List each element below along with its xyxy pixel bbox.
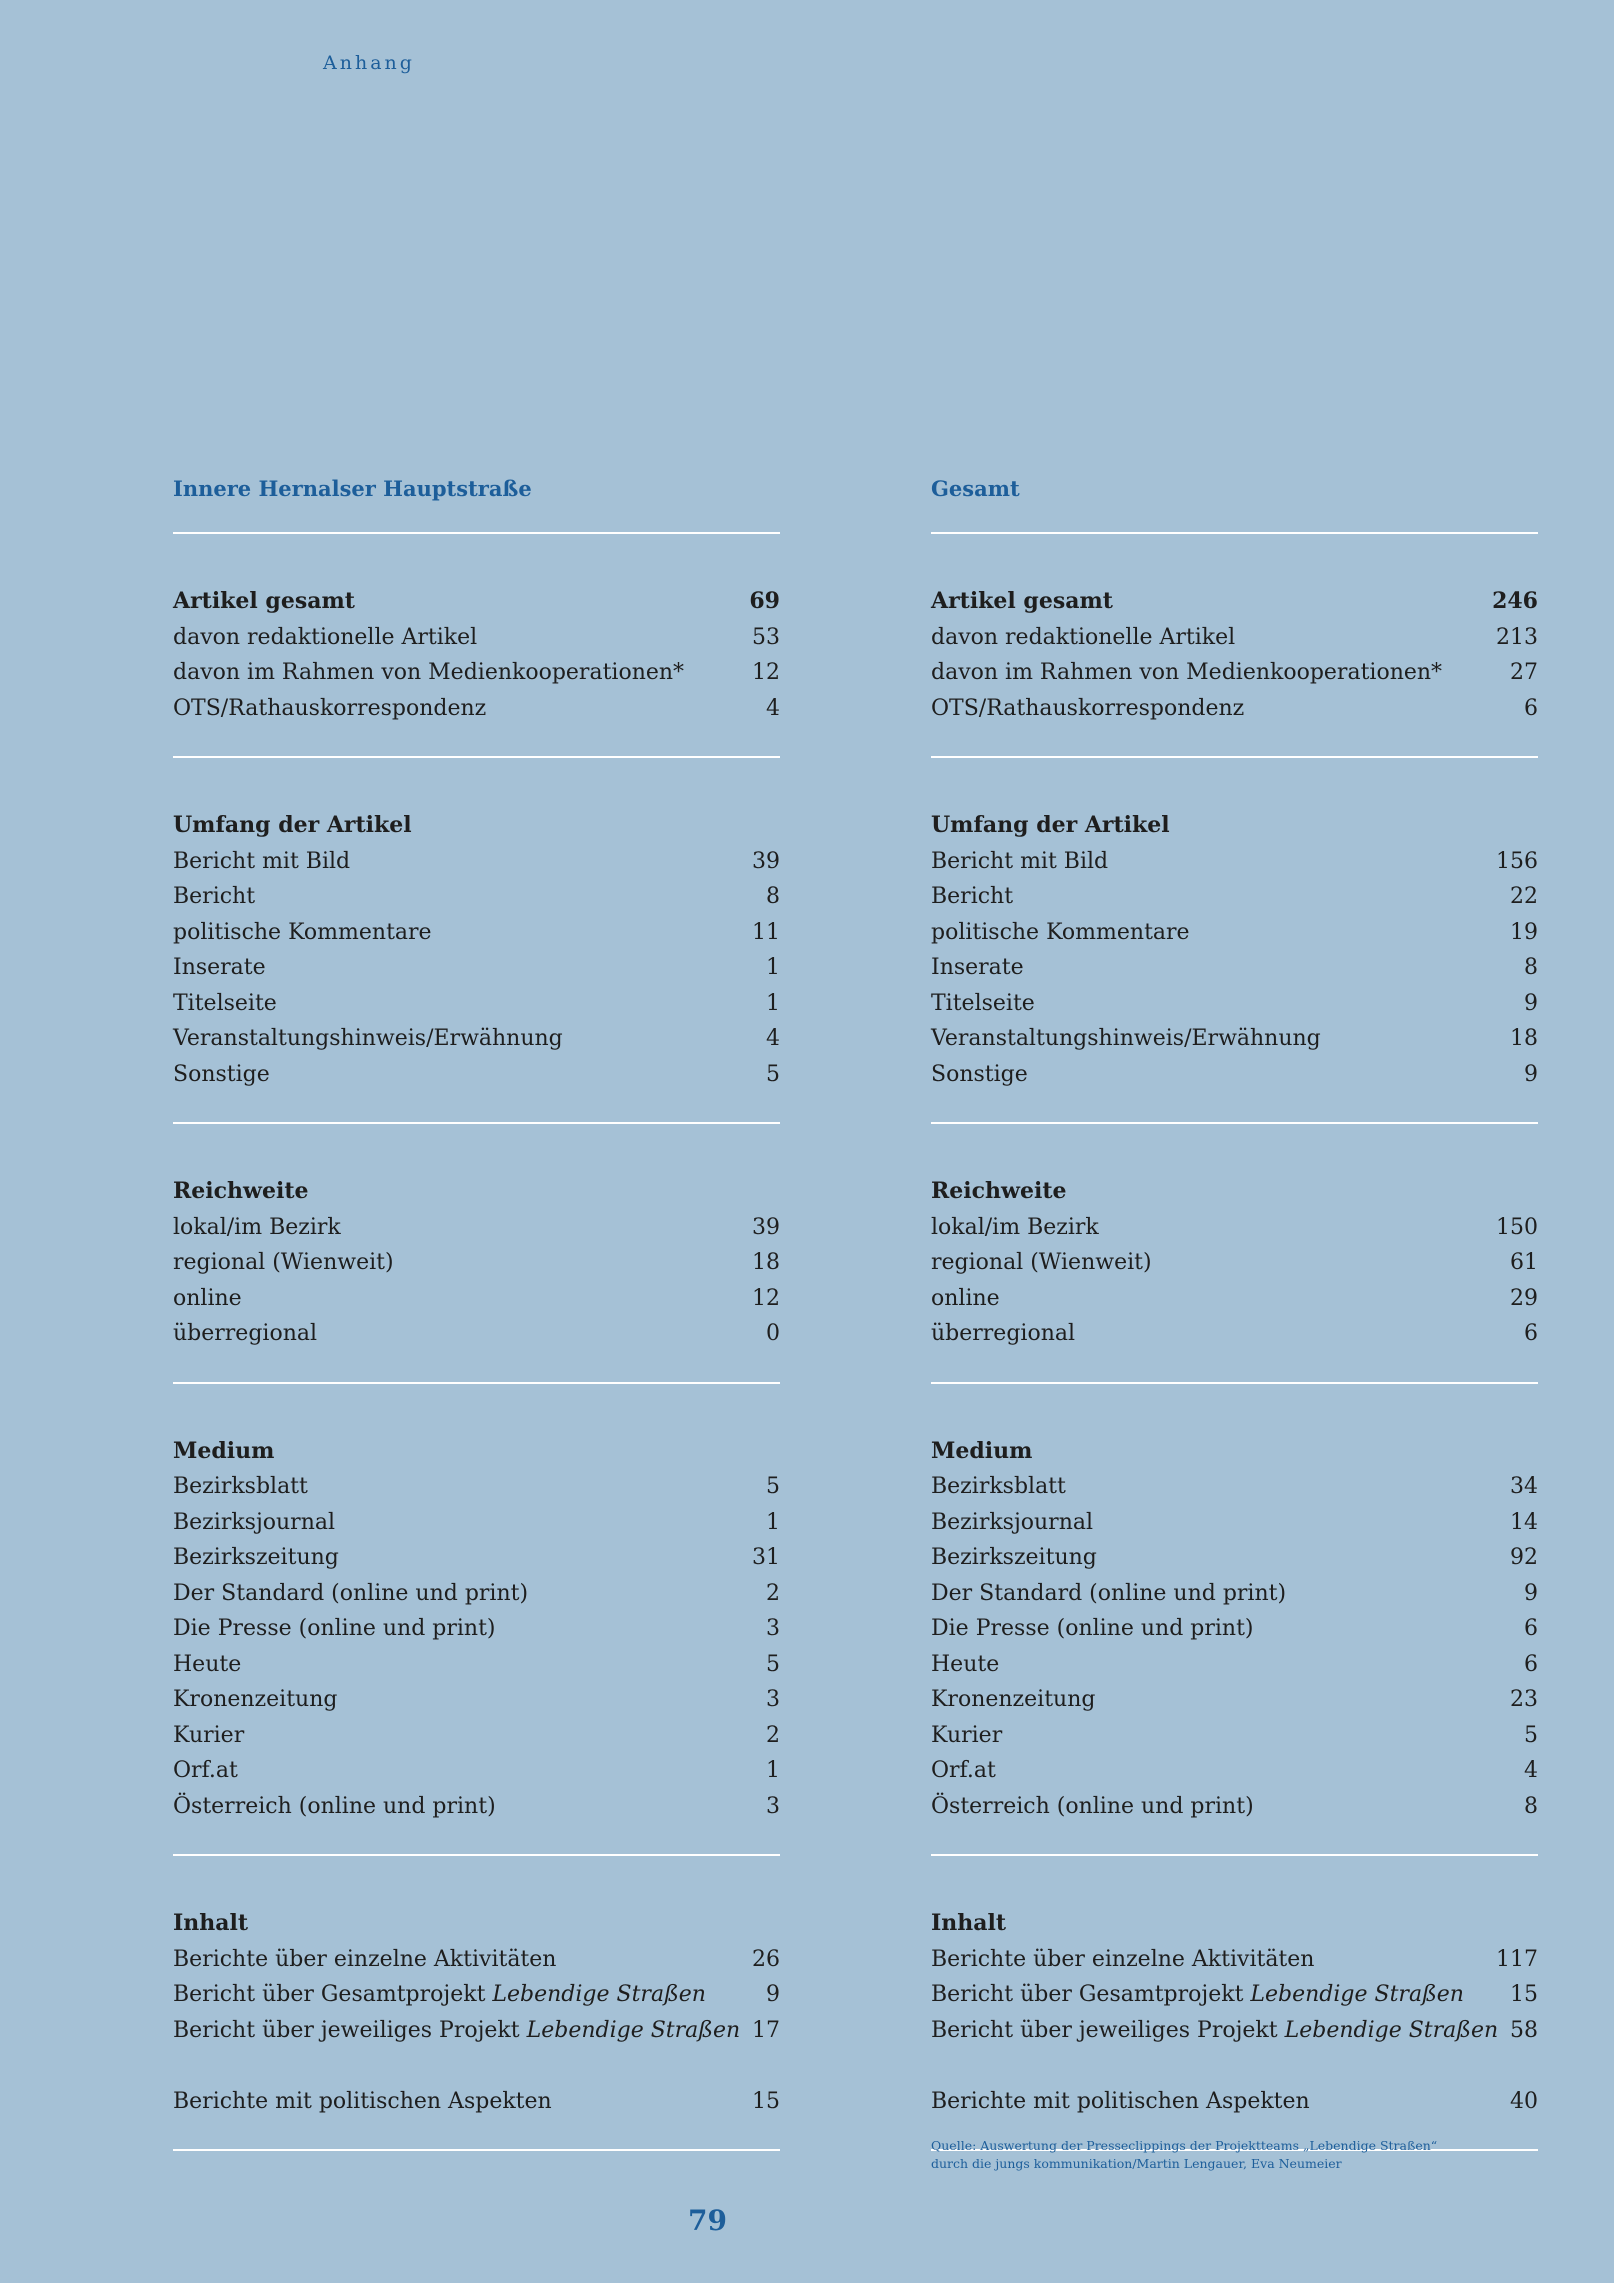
row-label: Der Standard (online und print) xyxy=(173,1580,529,1606)
row-value: 61 xyxy=(1510,1250,1538,1275)
table-row xyxy=(931,1210,1538,1246)
section-umfang xyxy=(173,758,780,1122)
table-row xyxy=(173,1281,780,1317)
row-value: 9 xyxy=(1524,1580,1538,1606)
row-label-text: Bericht über Gesamtprojekt xyxy=(931,1982,1251,2007)
table-row xyxy=(931,691,1538,727)
row-label: Heute xyxy=(173,1651,242,1677)
row-value: 9 xyxy=(1524,1061,1538,1087)
section-umfang xyxy=(931,758,1538,1122)
row-label: Orf.at xyxy=(173,1758,238,1783)
row-value: 5 xyxy=(766,1474,780,1499)
row-label: Bezirksblatt xyxy=(173,1474,308,1499)
section-artikel-gesamt xyxy=(931,534,1538,756)
row-label-text: Bericht über jeweiliges Projekt xyxy=(931,2017,1285,2043)
table-row xyxy=(931,879,1538,915)
section-heading xyxy=(931,808,1538,844)
row-value: 1 xyxy=(766,1758,780,1783)
table-row xyxy=(931,655,1538,691)
table-row xyxy=(173,1505,780,1541)
row-value: 14 xyxy=(1510,1509,1538,1535)
row-value: 8 xyxy=(1524,955,1538,980)
row-value: 8 xyxy=(766,884,780,909)
row-value: 246 xyxy=(1492,588,1538,614)
row-label: davon redaktionelle Artikel xyxy=(931,624,1236,650)
table-row xyxy=(173,1210,780,1246)
table-row xyxy=(931,2084,1538,2120)
row-label: Der Standard (online und print) xyxy=(931,1580,1287,1606)
section-reichweite xyxy=(173,1124,780,1382)
row-label xyxy=(173,1977,706,2013)
row-label: überregional xyxy=(173,1321,318,1346)
table-row xyxy=(173,1611,780,1647)
row-value: 9 xyxy=(766,1982,780,2007)
section-heading xyxy=(173,1174,780,1210)
column-innere-hernalser-hauptstrasse xyxy=(173,474,780,2151)
row-label-italic: Lebendige Straßen xyxy=(526,2017,741,2043)
row-label: Medium xyxy=(173,1437,275,1464)
row-label: regional (Wienweit) xyxy=(931,1250,1152,1275)
table-row xyxy=(173,1753,780,1789)
row-value: 1 xyxy=(766,955,780,980)
row-value: 5 xyxy=(766,1061,780,1087)
divider xyxy=(173,2149,780,2151)
table-row xyxy=(173,986,780,1022)
row-label: davon im Rahmen von Medienkooperationen* xyxy=(931,660,1443,685)
row-label: Titelseite xyxy=(173,990,277,1016)
row-label: Sonstige xyxy=(173,1061,270,1087)
row-label: Inhalt xyxy=(173,1910,249,1936)
row-value: 6 xyxy=(1524,1321,1538,1346)
row-value: 2 xyxy=(766,1580,780,1606)
table-row xyxy=(931,915,1538,951)
section-heading xyxy=(931,1174,1538,1210)
row-label: Inhalt xyxy=(931,1910,1007,1936)
table-row xyxy=(931,1281,1538,1317)
table-row xyxy=(173,879,780,915)
row-label: Bezirksjournal xyxy=(173,1509,336,1535)
row-value: 6 xyxy=(1524,1616,1538,1641)
section-inhalt xyxy=(173,1856,780,2149)
row-value: 3 xyxy=(766,1616,780,1641)
row-label: Veranstaltungshinweis/Erwähnung xyxy=(173,1026,563,1051)
table-row xyxy=(931,986,1538,1022)
row-label: Kronenzeitung xyxy=(173,1687,338,1712)
row-label: überregional xyxy=(931,1321,1076,1346)
row-value: 12 xyxy=(752,660,780,685)
row-label: Kurier xyxy=(173,1722,245,1748)
table-row xyxy=(173,584,780,620)
row-value: 5 xyxy=(766,1651,780,1677)
column-gesamt xyxy=(931,474,1538,2151)
row-label: Artikel gesamt xyxy=(931,588,1113,614)
row-label: Berichte mit politischen Aspekten xyxy=(931,2088,1310,2114)
row-value: 15 xyxy=(1510,1982,1538,2007)
page-number: 79 xyxy=(688,2204,727,2237)
row-label: Sonstige xyxy=(931,1061,1028,1087)
row-label: Bezirkszeitung xyxy=(173,1545,339,1570)
row-value: 39 xyxy=(752,848,780,874)
row-value: 58 xyxy=(1510,2017,1538,2043)
row-label: Inserate xyxy=(931,955,1024,980)
spacer xyxy=(931,2048,1538,2084)
table-row xyxy=(173,1718,780,1754)
row-label: Bericht mit Bild xyxy=(173,848,351,874)
table-row xyxy=(931,1316,1538,1352)
table-row xyxy=(931,2013,1538,2049)
row-label: politische Kommentare xyxy=(173,919,432,945)
row-value: 9 xyxy=(1524,990,1538,1016)
source-note xyxy=(931,2137,1437,2173)
row-label: Bericht xyxy=(931,884,1014,909)
row-value: 34 xyxy=(1510,1474,1538,1499)
row-value: 1 xyxy=(766,1509,780,1535)
row-value: 53 xyxy=(752,624,780,650)
table-row xyxy=(173,1682,780,1718)
row-value: 22 xyxy=(1510,884,1538,909)
row-label: Bericht mit Bild xyxy=(931,848,1109,874)
row-value: 5 xyxy=(1524,1722,1538,1748)
row-label: Umfang der Artikel xyxy=(931,812,1170,838)
table-row xyxy=(173,1316,780,1352)
row-value: 3 xyxy=(766,1687,780,1712)
table-row xyxy=(931,620,1538,656)
table-row xyxy=(931,1977,1538,2013)
table-row xyxy=(931,950,1538,986)
row-value: 6 xyxy=(1524,1651,1538,1677)
row-label-text: Bericht über jeweiliges Projekt xyxy=(173,2017,527,2043)
row-label: online xyxy=(173,1285,242,1311)
table-row xyxy=(173,691,780,727)
row-label: Bericht xyxy=(173,884,256,909)
column-title: Gesamt xyxy=(931,476,1020,501)
row-label: Berichte über einzelne Aktivitäten xyxy=(173,1946,557,1972)
table-row xyxy=(931,1576,1538,1612)
row-label: Bezirksjournal xyxy=(931,1509,1094,1535)
section-inhalt xyxy=(931,1856,1538,2149)
row-value: 12 xyxy=(752,1285,780,1311)
row-value: 8 xyxy=(1524,1793,1538,1819)
table-row xyxy=(173,1977,780,2013)
table-row xyxy=(931,1469,1538,1505)
table-row xyxy=(931,1682,1538,1718)
row-label: Reichweite xyxy=(931,1178,1067,1204)
row-label xyxy=(173,2013,740,2049)
row-value: 213 xyxy=(1496,624,1538,650)
row-label: Orf.at xyxy=(931,1758,996,1783)
table-row xyxy=(173,1576,780,1612)
row-value: 69 xyxy=(749,588,780,614)
row-label: regional (Wienweit) xyxy=(173,1250,394,1275)
row-label-italic: Lebendige Straßen xyxy=(1250,1982,1464,2007)
row-value: 0 xyxy=(766,1321,780,1346)
row-value: 4 xyxy=(766,1026,780,1051)
row-value: 17 xyxy=(752,2017,780,2043)
row-label xyxy=(931,2013,1498,2049)
table-row xyxy=(931,1611,1538,1647)
row-value: 15 xyxy=(752,2088,780,2114)
row-label: lokal/im Bezirk xyxy=(173,1214,341,1240)
row-label: politische Kommentare xyxy=(931,919,1190,945)
source-line: Quelle: Auswertung der Presseclippings der Projektteams „Lebendige Straßen“ xyxy=(931,2138,1438,2153)
table-row xyxy=(173,1021,780,1057)
row-label-italic: Lebendige Straßen xyxy=(492,1982,706,2007)
table-row xyxy=(173,2084,780,2120)
row-label: davon im Rahmen von Medienkooperationen* xyxy=(173,660,685,685)
table-row xyxy=(173,1647,780,1683)
row-label: OTS/Rathauskorrespondenz xyxy=(931,695,1245,721)
table-row xyxy=(173,620,780,656)
row-value: 26 xyxy=(752,1946,780,1972)
row-value: 1 xyxy=(766,990,780,1016)
row-value: 18 xyxy=(1510,1026,1538,1051)
table-row xyxy=(173,844,780,880)
table-row xyxy=(931,584,1538,620)
row-label: Österreich (online und print) xyxy=(173,1793,496,1819)
table-row xyxy=(931,1647,1538,1683)
column-title: Innere Hernalser Hauptstraße xyxy=(173,476,532,501)
table-row xyxy=(931,1057,1538,1093)
table-row xyxy=(931,1021,1538,1057)
row-label: davon redaktionelle Artikel xyxy=(173,624,478,650)
row-label: Inserate xyxy=(173,955,266,980)
row-value: 150 xyxy=(1496,1214,1538,1240)
table-row xyxy=(173,1789,780,1825)
section-reichweite xyxy=(931,1124,1538,1382)
row-value: 4 xyxy=(766,695,780,721)
row-value: 92 xyxy=(1510,1545,1538,1570)
table-row xyxy=(173,915,780,951)
row-label: Österreich (online und print) xyxy=(931,1793,1254,1819)
table-row xyxy=(931,1753,1538,1789)
table-row xyxy=(173,1245,780,1281)
row-label: Berichte über einzelne Aktivitäten xyxy=(931,1946,1315,1972)
row-label: Die Presse (online und print) xyxy=(173,1616,496,1641)
section-medium xyxy=(931,1384,1538,1855)
section-artikel-gesamt xyxy=(173,534,780,756)
row-value: 31 xyxy=(752,1545,780,1570)
table-row xyxy=(173,950,780,986)
row-value: 11 xyxy=(752,919,780,945)
table-row xyxy=(173,2013,780,2049)
row-label-text: Bericht über Gesamtprojekt xyxy=(173,1982,493,2007)
source-line: durch die jungs kommunikation/Martin Lengauer, Eva Neumeier xyxy=(931,2156,1342,2171)
running-head: Anhang xyxy=(323,52,415,74)
table-row xyxy=(173,1057,780,1093)
section-medium xyxy=(173,1384,780,1855)
row-label: lokal/im Bezirk xyxy=(931,1214,1099,1240)
section-heading xyxy=(931,1906,1538,1942)
row-value: 19 xyxy=(1510,919,1538,945)
table-row xyxy=(173,655,780,691)
table-row xyxy=(173,1540,780,1576)
row-value: 39 xyxy=(752,1214,780,1240)
row-label: Bezirkszeitung xyxy=(931,1545,1097,1570)
row-value: 6 xyxy=(1524,695,1538,721)
table-row xyxy=(931,1505,1538,1541)
row-label: Titelseite xyxy=(931,990,1035,1016)
section-heading xyxy=(931,1434,1538,1470)
row-label: Kurier xyxy=(931,1722,1003,1748)
row-label: Veranstaltungshinweis/Erwähnung xyxy=(931,1026,1321,1051)
table-row xyxy=(931,1942,1538,1978)
row-value: 40 xyxy=(1510,2088,1538,2114)
spacer xyxy=(173,2048,780,2084)
row-label: online xyxy=(931,1285,1000,1311)
row-label xyxy=(931,1977,1464,2013)
row-label: Kronenzeitung xyxy=(931,1687,1096,1712)
row-value: 4 xyxy=(1524,1758,1538,1783)
table-row xyxy=(931,1540,1538,1576)
row-value: 18 xyxy=(752,1250,780,1275)
table-row xyxy=(173,1942,780,1978)
section-heading xyxy=(173,1906,780,1942)
table-row xyxy=(931,844,1538,880)
section-heading xyxy=(173,1434,780,1470)
row-value: 2 xyxy=(766,1722,780,1748)
row-label: Artikel gesamt xyxy=(173,588,355,614)
row-label: Umfang der Artikel xyxy=(173,812,412,838)
row-value: 27 xyxy=(1510,660,1538,685)
row-label: Bezirksblatt xyxy=(931,1474,1066,1499)
row-value: 23 xyxy=(1510,1687,1538,1712)
row-value: 117 xyxy=(1496,1946,1538,1972)
table-row xyxy=(931,1718,1538,1754)
row-label: Heute xyxy=(931,1651,1000,1677)
row-label: Reichweite xyxy=(173,1178,309,1204)
row-value: 156 xyxy=(1496,848,1538,874)
row-label: Berichte mit politischen Aspekten xyxy=(173,2088,552,2114)
row-label: Medium xyxy=(931,1437,1033,1464)
table-row xyxy=(931,1245,1538,1281)
table-row xyxy=(931,1789,1538,1825)
row-label: OTS/Rathauskorrespondenz xyxy=(173,695,487,721)
row-value: 29 xyxy=(1510,1285,1538,1311)
row-label-italic: Lebendige Straßen xyxy=(1284,2017,1499,2043)
row-label: Die Presse (online und print) xyxy=(931,1616,1254,1641)
row-value: 3 xyxy=(766,1793,780,1819)
table-row xyxy=(173,1469,780,1505)
section-heading xyxy=(173,808,780,844)
